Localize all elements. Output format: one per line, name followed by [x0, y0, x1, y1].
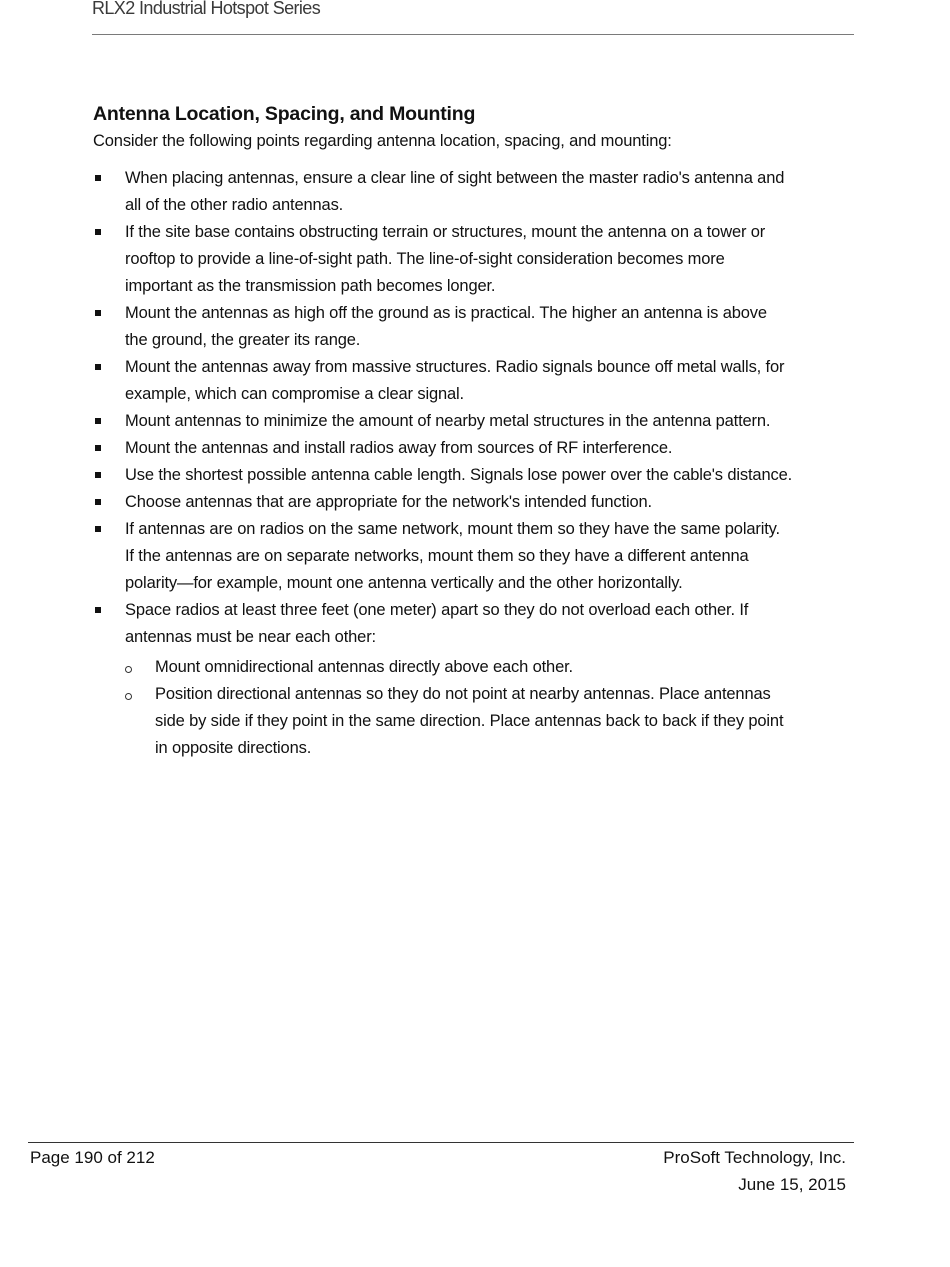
square-bullet-icon — [95, 526, 101, 532]
list-item — [93, 516, 793, 597]
page-number: Page 190 of 212 — [30, 1148, 155, 1167]
sub-list-item-text: Position directional antennas so they do not point at nearby antennas. Place antennas side by side if they point in the same direction. Place antennas back to back if they point in opposite directions. — [155, 685, 784, 757]
list-item — [93, 300, 793, 354]
sub-list-item — [125, 654, 793, 681]
sub-list-item — [125, 681, 793, 762]
document-date: June 15, 2015 — [738, 1175, 846, 1194]
list-item — [93, 219, 793, 300]
circle-bullet-icon — [125, 693, 132, 700]
list-item-text: If the site base contains obstructing terrain or structures, mount the antenna on a tower or rooftop to provide a line-of-sight path. The line-of-sight consideration becomes more important as the transmission path becomes longer. — [125, 223, 766, 295]
list-item — [93, 435, 793, 462]
list-item-text: Mount the antennas away from massive structures. Radio signals bounce off metal walls, for example, which can compromise a clear signal. — [125, 358, 785, 403]
list-item — [93, 462, 793, 489]
list-item-text: Mount the antennas as high off the ground as is practical. The higher an antenna is above the ground, the greater its range. — [125, 304, 767, 349]
list-item-text: Mount the antennas and install radios away from sources of RF interference. — [125, 439, 673, 457]
list-item-text: If antennas are on radios on the same network, mount them so they have the same polarity. If the antennas are on separate networks, mount them so they have a different antenna polarity—for example, mount one antenna vertically and the other horizontally. — [125, 520, 780, 592]
square-bullet-icon — [95, 364, 101, 370]
list-item-text: When placing antennas, ensure a clear line of sight between the master radio's antenna and all of the other radio antennas. — [125, 169, 785, 214]
list-item-text: Mount antennas to minimize the amount of nearby metal structures in the antenna pattern. — [125, 412, 771, 430]
intro-paragraph: Consider the following points regarding antenna location, spacing, and mounting: — [93, 132, 672, 150]
footer-right — [663, 1144, 846, 1198]
list-item — [93, 354, 793, 408]
list-item-text: Use the shortest possible antenna cable length. Signals lose power over the cable's distance. — [125, 466, 793, 484]
page-header — [92, 0, 854, 35]
header-title: RLX2 Industrial Hotspot Series — [92, 0, 321, 18]
list-item — [93, 489, 793, 516]
square-bullet-icon — [95, 499, 101, 505]
sub-bullet-list — [125, 654, 793, 762]
list-item — [93, 597, 793, 762]
square-bullet-icon — [95, 607, 101, 613]
section-heading: Antenna Location, Spacing, and Mounting — [93, 103, 476, 125]
sub-list-item-text: Mount omnidirectional antennas directly above each other. — [155, 658, 573, 676]
list-item — [93, 408, 793, 435]
document-body — [93, 101, 793, 762]
list-item-text: Choose antennas that are appropriate for the network's intended function. — [125, 493, 652, 511]
circle-bullet-icon — [125, 666, 132, 673]
square-bullet-icon — [95, 229, 101, 235]
square-bullet-icon — [95, 418, 101, 424]
list-item-text: Space radios at least three feet (one meter) apart so they do not overload each other. If antennas must be near each other: — [125, 601, 749, 646]
company-name: ProSoft Technology, Inc. — [663, 1148, 846, 1167]
page-footer — [28, 1142, 854, 1194]
square-bullet-icon — [95, 175, 101, 181]
bullet-list — [93, 165, 793, 762]
list-item — [93, 165, 793, 219]
square-bullet-icon — [95, 472, 101, 478]
square-bullet-icon — [95, 445, 101, 451]
square-bullet-icon — [95, 310, 101, 316]
